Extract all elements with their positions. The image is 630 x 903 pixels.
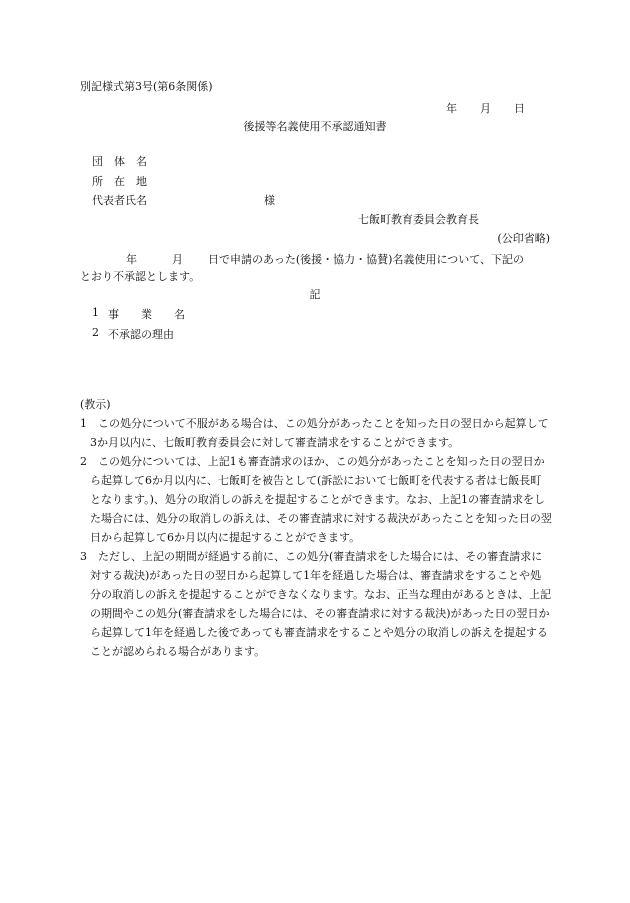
body-continuation: とおり不承認とします。	[80, 270, 201, 283]
item-number: 2	[92, 326, 99, 339]
ki-heading: 記	[309, 288, 321, 301]
seal-omitted-note: (公印省略)	[497, 232, 550, 245]
date-year: 年	[446, 102, 457, 115]
item-rejection-reason	[92, 326, 174, 342]
item-project-name	[92, 306, 185, 322]
instruction-heading: (教示)	[80, 398, 111, 411]
date-month: 月	[480, 102, 491, 115]
issuer-title: 七飯町教育委員会教育長	[358, 213, 479, 226]
instruction-item-2: 2 この処分については、上記1も審査請求のほか、この処分があったことを知った日の翌日から起算して6か月以内に、七飯町を被告として(訴訟において七飯町を代表する者は七飯長町となります。)、処分の取消しの訴えを提起することができます。なお、上記1の審査請求をした場合には、処分の取消しの訴えは、その審査請求に対する裁決があったことを知った日の翌日から起算して6か月以内に提起することができます。	[80, 455, 552, 544]
honorific-sama: 様	[264, 194, 275, 207]
body-lead-text: 日で申請のあった(後援・協力・協賛)名義使用について、下記の	[208, 253, 525, 266]
body-month: 月	[172, 253, 183, 266]
form-number: 別記様式第3号(第6条関係)	[80, 80, 213, 93]
instruction-item-3: 3 ただし、上記の期間が経過する前に、この処分(審査請求をした場合には、その審査請求に対する裁決)があった日の翌日から起算して1年を経過した場合は、審査請求をすることや処分の取消しの訴えを提起することができなくなります。なお、正当な理由があるときは、上記の期間やこの処分(審査請求をした場合には、その審査請求に対する裁決)があった日の翌日から起算して1年を経過した後であっても審査請求をすることや処分の取消しの訴えを提起することが認められる場合があります。	[80, 550, 552, 658]
item-label: 事 業 名	[108, 308, 185, 321]
date-day: 日	[514, 102, 525, 115]
body-first-line	[126, 251, 524, 267]
item-number: 1	[92, 306, 99, 319]
date-line	[446, 100, 525, 116]
representative-label: 代表者氏名	[92, 194, 147, 207]
document-title: 後援等名義使用不承認通知書	[243, 120, 387, 133]
item-label: 不承認の理由	[108, 328, 174, 341]
address-label: 所 在 地	[92, 175, 147, 188]
org-name-label: 団 体 名	[92, 155, 147, 168]
instruction-item-1: 1 この処分について不服がある場合は、この処分があったことを知った日の翌日から起算して3か月以内に、七飯町教育委員会に対して審査請求をすることができます。	[80, 417, 549, 449]
body-year: 年	[126, 253, 137, 266]
